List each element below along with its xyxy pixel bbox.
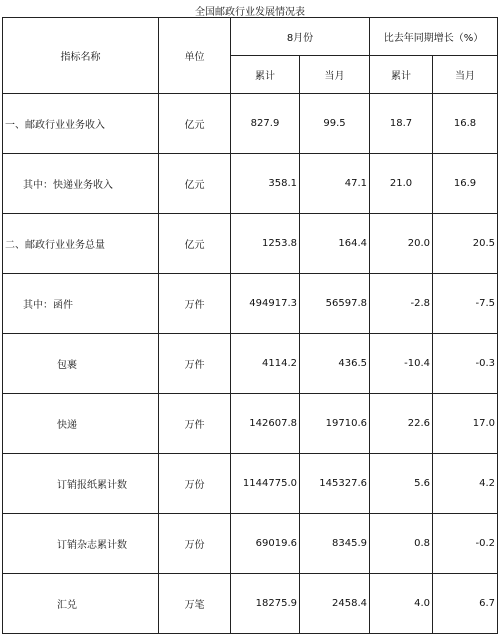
row-unit: 亿元 — [159, 214, 231, 274]
table-row — [3, 274, 498, 334]
row-cumulative: 1144775.0 — [231, 454, 300, 514]
row-name: 其中：函件 — [3, 274, 159, 334]
table-row — [3, 334, 498, 394]
header-current-month: 当月 — [300, 56, 370, 94]
row-name: 汇兑 — [3, 574, 159, 634]
row-month: 99.5 — [300, 94, 370, 154]
row-month: 436.5 — [300, 334, 370, 394]
row-name: 快递 — [3, 394, 159, 454]
table-row — [3, 514, 498, 574]
row-cumulative: 142607.8 — [231, 394, 300, 454]
row-growth-month: 16.9 — [433, 154, 498, 214]
table-row — [3, 394, 498, 454]
row-month: 2458.4 — [300, 574, 370, 634]
table-row — [3, 154, 498, 214]
row-growth-month: -7.5 — [433, 274, 498, 334]
table-title: 全国邮政行业发展情况表 — [195, 7, 305, 18]
row-growth-month: -0.3 — [433, 334, 498, 394]
table-row — [3, 214, 498, 274]
row-name: 二、邮政行业业务总量 — [3, 214, 159, 274]
row-cumulative: 358.1 — [231, 154, 300, 214]
row-growth-month: 6.7 — [433, 574, 498, 634]
row-unit: 亿元 — [159, 154, 231, 214]
row-growth-month: 16.8 — [433, 94, 498, 154]
row-unit: 万件 — [159, 334, 231, 394]
row-growth-month: -0.2 — [433, 514, 498, 574]
row-unit: 万笔 — [159, 574, 231, 634]
row-growth-cumulative: -2.8 — [370, 274, 433, 334]
header-cumulative: 累计 — [231, 56, 300, 94]
header-growth-group: 比去年同期增长（%） — [370, 18, 498, 56]
header-name: 指标名称 — [3, 18, 159, 94]
row-name: 订销杂志累计数 — [3, 514, 159, 574]
table-row — [3, 94, 498, 154]
postal-stats-table — [2, 17, 498, 634]
row-month: 56597.8 — [300, 274, 370, 334]
header-growth-cumulative: 累计 — [370, 56, 433, 94]
row-cumulative: 827.9 — [231, 94, 300, 154]
row-month: 47.1 — [300, 154, 370, 214]
row-unit: 万份 — [159, 514, 231, 574]
row-unit: 亿元 — [159, 94, 231, 154]
row-growth-month: 20.5 — [433, 214, 498, 274]
row-growth-cumulative: 22.6 — [370, 394, 433, 454]
row-growth-cumulative: -10.4 — [370, 334, 433, 394]
row-cumulative: 69019.6 — [231, 514, 300, 574]
row-growth-cumulative: 20.0 — [370, 214, 433, 274]
row-month: 19710.6 — [300, 394, 370, 454]
row-growth-cumulative: 5.6 — [370, 454, 433, 514]
row-growth-cumulative: 0.8 — [370, 514, 433, 574]
header-growth-current-month: 当月 — [433, 56, 498, 94]
row-growth-month: 17.0 — [433, 394, 498, 454]
row-name: 订销报纸累计数 — [3, 454, 159, 514]
row-name: 其中：快递业务收入 — [3, 154, 159, 214]
header-unit: 单位 — [159, 18, 231, 94]
row-growth-month: 4.2 — [433, 454, 498, 514]
table-row — [3, 574, 498, 634]
row-month: 164.4 — [300, 214, 370, 274]
row-growth-cumulative: 18.7 — [370, 94, 433, 154]
row-cumulative: 4114.2 — [231, 334, 300, 394]
row-month: 8345.9 — [300, 514, 370, 574]
row-cumulative: 18275.9 — [231, 574, 300, 634]
row-unit: 万件 — [159, 394, 231, 454]
row-growth-cumulative: 21.0 — [370, 154, 433, 214]
row-month: 145327.6 — [300, 454, 370, 514]
row-name: 一、邮政行业业务收入 — [3, 94, 159, 154]
row-unit: 万件 — [159, 274, 231, 334]
header-month-group: 8月份 — [231, 18, 370, 56]
row-unit: 万份 — [159, 454, 231, 514]
header-row-1 — [3, 18, 498, 56]
row-cumulative: 1253.8 — [231, 214, 300, 274]
row-growth-cumulative: 4.0 — [370, 574, 433, 634]
row-cumulative: 494917.3 — [231, 274, 300, 334]
table-row — [3, 454, 498, 514]
row-name: 包裹 — [3, 334, 159, 394]
